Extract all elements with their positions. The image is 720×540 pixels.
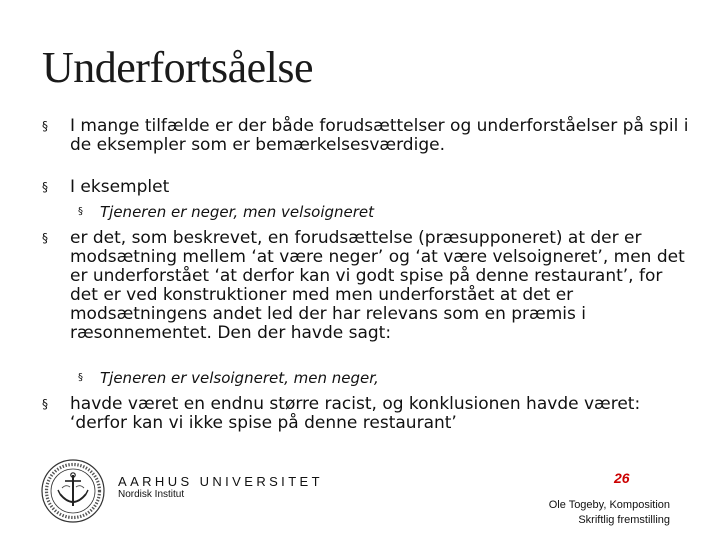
sub-bullet-marker: § bbox=[78, 206, 83, 217]
sub-bullet-marker: § bbox=[78, 372, 83, 383]
bullet-marker: § bbox=[42, 119, 48, 133]
bullet-marker: § bbox=[42, 231, 48, 245]
institute-name: Nordisk Institut bbox=[118, 489, 185, 500]
bullet-text: I eksemplet bbox=[70, 177, 170, 197]
bullet-marker: § bbox=[42, 397, 48, 411]
bullet-text: er det, som beskrevet, en forudsættelse (præsupponeret) at der er modsætning mellem ‘at være neger’ og ‘at være velsoigneret’, men det er underforstået ‘at derfor kan vi godt spise på denne restaurant’, for det er ved konstruktioner med men underforstået at det er modsætningens andet led der har relevans som en præmis i ræsonnementet. Den der havde sagt: bbox=[70, 228, 685, 343]
bullet-text: I mange tilfælde er der både forudsættelser og underforståelser på spil i de eksempler som er bemærkelsesværdige. bbox=[70, 116, 689, 155]
sub-bullet-text: Tjeneren er neger, men velsoigneret bbox=[100, 203, 375, 221]
university-name: AARHUS UNIVERSITET bbox=[118, 474, 323, 489]
course-line: Skriftlig fremstilling bbox=[578, 514, 670, 526]
page-number: 26 bbox=[614, 470, 630, 486]
author-line: Ole Togeby, Komposition bbox=[548, 499, 670, 511]
slide-title: Underfortsåelse bbox=[42, 43, 314, 92]
bullet-text: havde været en endnu større racist, og konklusionen havde været: ‘derfor kan vi ikke spise på denne restaurant’ bbox=[70, 394, 641, 433]
sub-bullet-text: Tjeneren er velsoigneret, men neger, bbox=[100, 369, 379, 387]
bullet-marker: § bbox=[42, 180, 48, 194]
aarhus-university-seal-icon bbox=[40, 458, 106, 524]
